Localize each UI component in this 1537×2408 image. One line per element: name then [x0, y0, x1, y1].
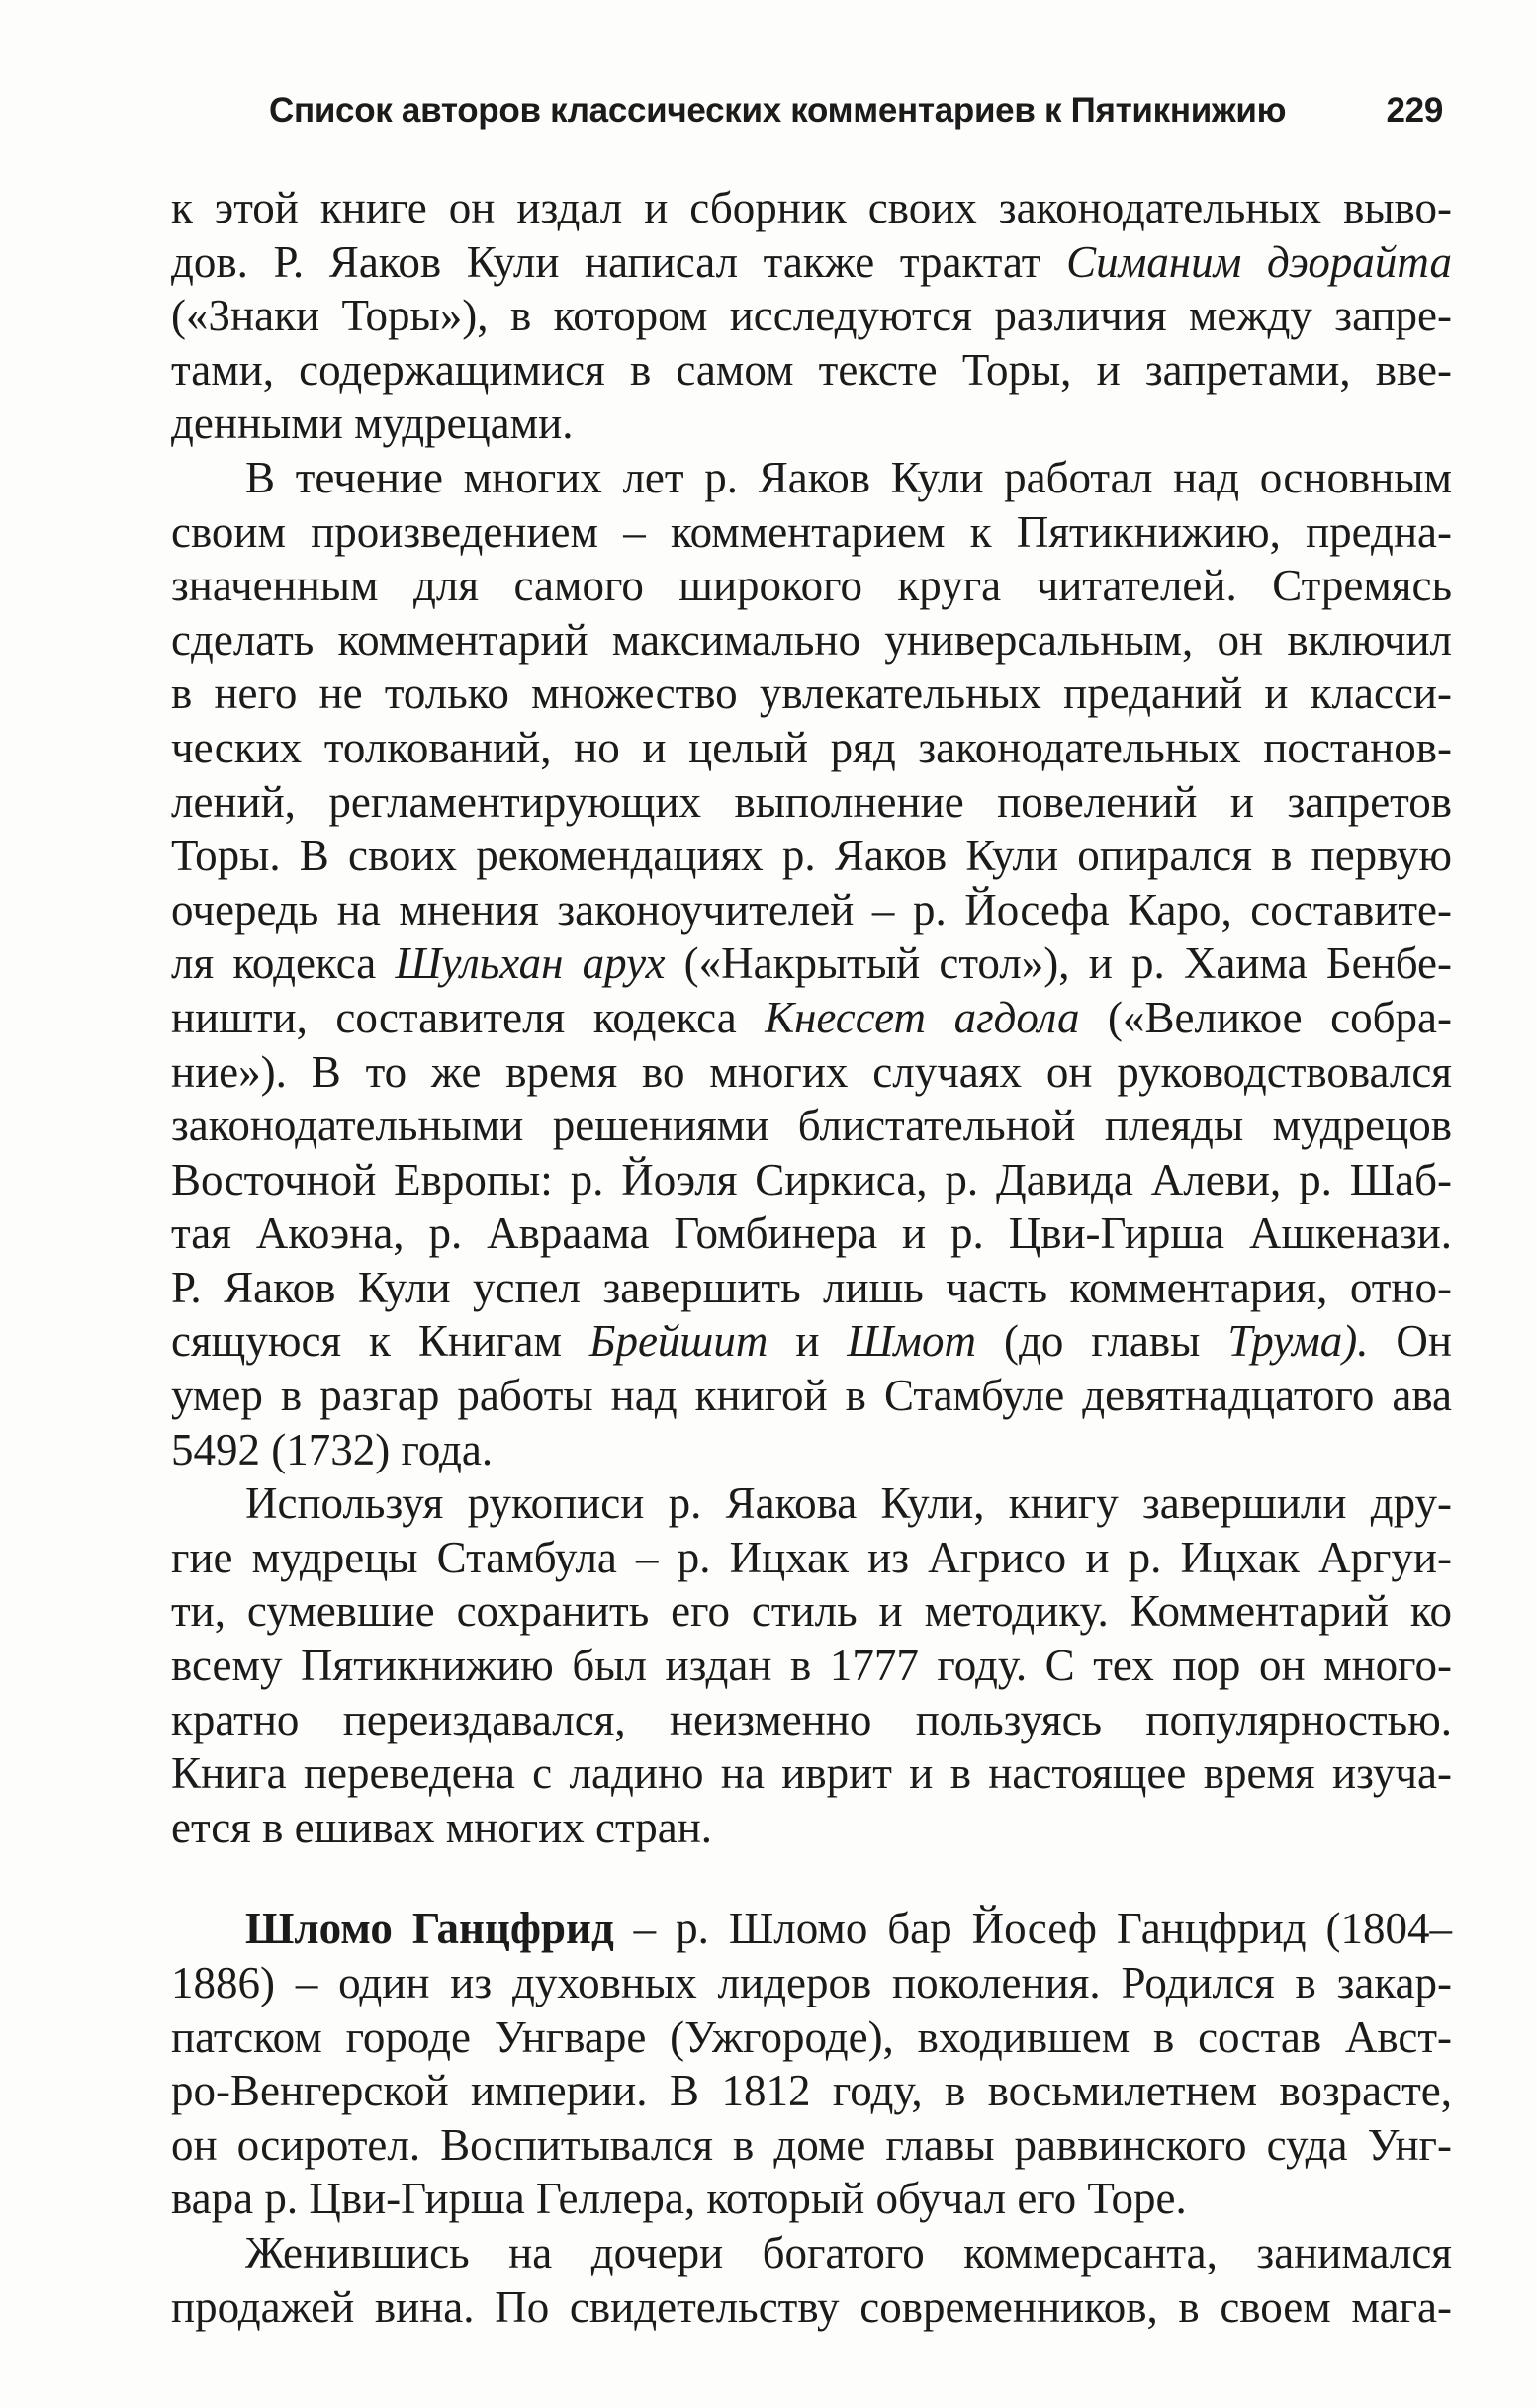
text-span: патском городе Унгваре (Ужгороде), входившем в состав Авст- [171, 2011, 1452, 2062]
text-span: 5492 (1732) года. [171, 1424, 494, 1474]
book-title: Трума). [1227, 1316, 1369, 1367]
text-line [171, 2118, 1452, 2173]
entry-term: Шломо Ганцфрид [245, 1904, 614, 1954]
text-line [171, 1693, 1452, 1747]
text-span: ништи, составителя кодекса [171, 992, 766, 1042]
text-span: очередь на мнения законоучителей – р. Йосефа Каро, составите- [171, 884, 1452, 935]
text-span: Восточной Европы: р. Йоэля Сиркиса, р. Давида Алеви, р. Шаб- [171, 1154, 1452, 1204]
text-span: кратно переиздавался, неизменно пользуясь популярностью. [171, 1694, 1452, 1744]
text-line [171, 1746, 1452, 1801]
text-span: («Накрытый стол»), и р. Хаима Бенбе- [665, 938, 1452, 989]
running-head [269, 91, 1443, 131]
text-span: ние»). В то же время во многих случаях он руководствовался [171, 1046, 1452, 1097]
text-span: своим произведением – комментарием к Пятикнижию, предна- [171, 506, 1452, 557]
text-line [171, 775, 1452, 830]
text-line [171, 559, 1452, 613]
text-span: 1886) – один из духовных лидеров поколения. Родился в закар- [171, 1958, 1452, 2007]
text-line [171, 1639, 1452, 1693]
text-line [171, 1369, 1452, 1423]
text-span: умер в разгар работы над книгой в Стамбуле девятнадцатого ава [171, 1371, 1452, 1421]
text-span: вара р. Цви-Гирша Геллера, который обучал его Торе. [171, 2174, 1187, 2224]
text-line [171, 1531, 1452, 1585]
text-line [171, 343, 1452, 398]
text-span: Женившись на дочери богатого коммерсанта, занимался [245, 2227, 1452, 2277]
text-span: гие мудрецы Стамбула – р. Ицхак из Агрисо и р. Ицхак Аргуи- [171, 1532, 1452, 1582]
text-line [171, 721, 1452, 775]
text-line [171, 1206, 1452, 1261]
text-span: ти, сумевшие сохранить его стиль и методику. Комментарий ко [171, 1586, 1452, 1637]
text-line [171, 2172, 1452, 2226]
text-span: ля кодекса [171, 938, 396, 989]
text-line [171, 1956, 1452, 2010]
text-span: продажей вина. По свидетельству современников, в своем мага- [171, 2281, 1452, 2332]
text-line [171, 1801, 1452, 1855]
text-line [171, 829, 1452, 883]
text-line [171, 2226, 1452, 2280]
text-line [171, 2280, 1452, 2335]
text-line [171, 505, 1452, 560]
text-span: он осиротел. Воспитывался в доме главы раввинского суда Унг- [171, 2119, 1452, 2170]
text-line [171, 1476, 1452, 1531]
text-line [171, 235, 1452, 290]
text-line [171, 1099, 1452, 1153]
text-span: Используя рукописи р. Яакова Кули, книгу завершили дру- [245, 1478, 1452, 1529]
text-span: тами, содержащимися в самом тексте Торы, и запретами, вве- [171, 344, 1452, 395]
text-span: Он [1368, 1316, 1452, 1367]
text-line [171, 1261, 1452, 1315]
text-span: тая Акоэна, р. Авраама Гомбинера и р. Цви-Гирша Ашкенази. [171, 1208, 1452, 1259]
text-span: Торы. В своих рекомендациях р. Яаков Кули опирался в первую [171, 831, 1452, 881]
text-span: («Знаки Торы»), в котором исследуются различия между запре- [171, 291, 1452, 341]
text-line [171, 1153, 1452, 1207]
body-text [171, 181, 1452, 2334]
text-line [171, 1423, 1452, 1477]
text-span: к этой книге он издал и сборник своих законодательных выво- [171, 183, 1452, 232]
text-span: Р. Яаков Кули успел завершить лишь часть комментария, отно- [171, 1262, 1452, 1312]
text-span: – р. Шломо бар Йосеф Ганцфрид (1804– [613, 1904, 1452, 1954]
text-line [171, 613, 1452, 668]
text-span: ческих толкований, но и целый ряд законодательных постанов- [171, 722, 1452, 772]
text-span: в него не только множество увлекательных преданий и класси- [171, 669, 1452, 719]
text-line [171, 289, 1452, 343]
text-line [171, 667, 1452, 721]
text-span: Книга переведена с ладино на иврит и в настоящее время изуча- [171, 1748, 1452, 1799]
text-line [171, 451, 1452, 505]
text-span: значенным для самого широкого круга читателей. Стремясь [171, 561, 1452, 611]
text-line [171, 1314, 1452, 1369]
book-title: Симаним дэорайта [1066, 236, 1452, 287]
book-title: Шульхан арух [395, 938, 666, 989]
text-line [171, 181, 1452, 235]
text-line [171, 883, 1452, 937]
text-line [171, 1584, 1452, 1639]
text-span: («Великое собра- [1079, 992, 1452, 1042]
text-line [171, 936, 1452, 991]
text-span: ро-Венгерской империи. В 1812 году, в восьмилетнем возрасте, [171, 2066, 1452, 2116]
running-title: Список авторов классических комментариев к Пятикнижию [269, 91, 1287, 130]
text-line [171, 2064, 1452, 2118]
text-span: сделать комментарий максимально универсальным, он включил [171, 614, 1452, 665]
text-span: законодательными решениями блистательной плеяды мудрецов [171, 1101, 1452, 1151]
text-span: и [768, 1316, 848, 1367]
text-span: всему Пятикнижию был издан в 1777 году. С тех пор он много- [171, 1641, 1452, 1691]
text-line [171, 1902, 1452, 1956]
text-line [171, 1045, 1452, 1100]
text-line [171, 397, 1452, 451]
text-span: (до главы [976, 1316, 1228, 1367]
text-span: денными мудрецами. [171, 399, 574, 449]
text-span: сящуюся к Книгам [171, 1316, 589, 1367]
text-span: В течение многих лет р. Яаков Кули работал над основным [245, 452, 1452, 502]
text-line [171, 2010, 1452, 2065]
page-number: 229 [1386, 91, 1443, 130]
book-title: Брейшит [588, 1316, 768, 1367]
text-line [171, 991, 1452, 1045]
book-title: Кнессет агдола [765, 992, 1080, 1042]
book-title: Шмот [847, 1316, 977, 1367]
text-span: ется в ешивах многих стран. [171, 1802, 713, 1852]
text-span: дов. Р. Яаков Кули написал также трактат [171, 236, 1067, 287]
text-span: лений, регламентирующих выполнение повелений и запретов [171, 776, 1452, 827]
